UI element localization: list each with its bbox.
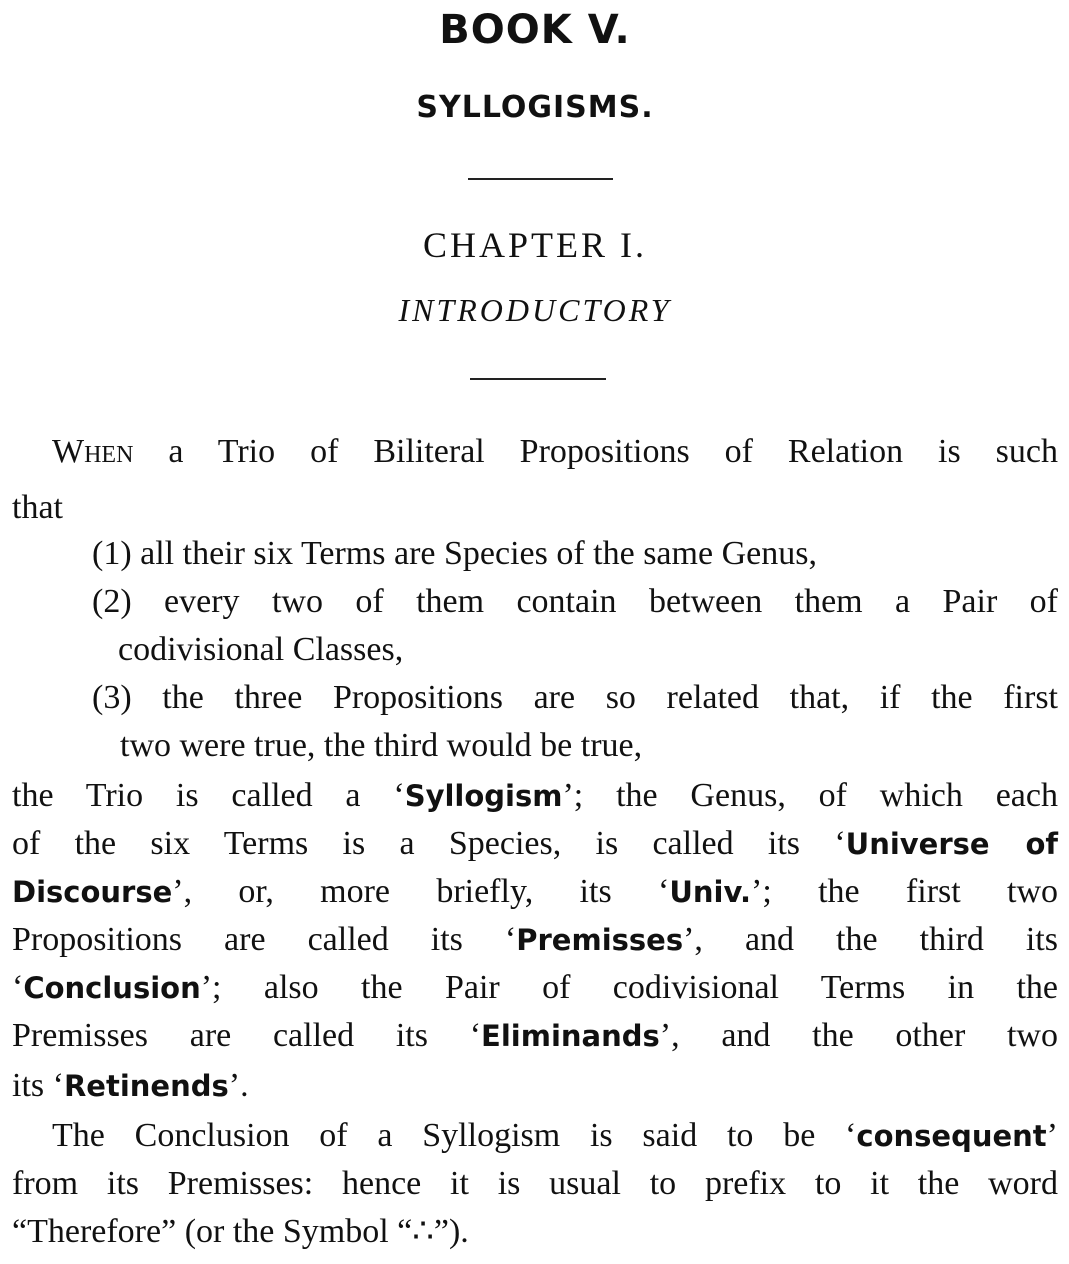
text-line (12, 868, 1058, 916)
condition-2: (2) every two of them contain between them a Pair of (92, 583, 1058, 620)
text-span: ’; the Genus, of which each (562, 777, 1058, 814)
text-span: of the six Terms is a Species, is called its ‘ (12, 825, 846, 862)
term-conclusion: Conclusion (23, 971, 201, 1005)
text-span: The Conclusion of a Syllogism is said to be ‘ (52, 1117, 857, 1154)
term-consequent: consequent (856, 1119, 1047, 1153)
text-line (12, 772, 1058, 820)
text-span: ’. (228, 1067, 249, 1104)
text-span: ’, and the other two (659, 1017, 1058, 1054)
condition-3: (3) the three Propositions are so related that, if the first (92, 679, 1058, 716)
term-univ: Univ. (669, 875, 752, 909)
condition-2-cont: codivisional Classes, (118, 631, 404, 668)
text-line (12, 1062, 249, 1110)
term-universe: Universe of (845, 827, 1058, 861)
drop-word: When (52, 433, 134, 470)
section-divider (468, 178, 613, 180)
text-span: ’ (1046, 1117, 1058, 1154)
text-line (12, 820, 1058, 868)
condition-3-cont: two were true, the third would be true, (120, 727, 643, 764)
text-span: a Trio of Biliteral Propositions of Relation is such (133, 433, 1058, 470)
text-line (12, 1012, 1058, 1060)
term-premisses: Premisses (516, 923, 684, 957)
book-page (12, 0, 1058, 1264)
text-line (12, 916, 1058, 964)
book-title: BOOK V. (439, 7, 631, 53)
text-span: its ‘ (12, 1067, 64, 1104)
chapter-title: CHAPTER I. (422, 225, 647, 265)
text-line: that (12, 489, 63, 526)
text-span: ’; also the Pair of codivisional Terms in the (200, 969, 1058, 1006)
term-eliminands: Eliminands (481, 1019, 660, 1053)
text-span: the Trio is called a ‘ (12, 777, 405, 814)
text-line: “Therefore” (or the Symbol “∴”). (12, 1213, 469, 1250)
text-span: Premisses are called its ‘ (12, 1017, 482, 1054)
term-discourse: Discourse (12, 875, 173, 909)
chapter-subtitle: INTRODUCTORY (398, 292, 672, 328)
text-span: ’, and the third its (683, 921, 1058, 958)
book-subtitle: SYLLOGISMS. (416, 90, 654, 125)
text-line (12, 964, 1058, 1012)
text-span: ’; the first two (751, 873, 1059, 910)
chapter-divider (470, 378, 606, 380)
text-span: ‘ (12, 969, 24, 1006)
text-line: from its Premisses: hence it is usual to prefix to it the word (12, 1165, 1058, 1202)
text-span: ’, or, more briefly, its ‘ (172, 873, 670, 910)
condition-1: (1) all their six Terms are Species of the same Genus, (92, 535, 817, 572)
term-retinends: Retinends (63, 1069, 229, 1103)
text-line (52, 428, 1058, 476)
text-line (52, 1112, 1058, 1160)
text-span: Propositions are called its ‘ (12, 921, 517, 958)
term-syllogism: Syllogism (404, 779, 563, 813)
